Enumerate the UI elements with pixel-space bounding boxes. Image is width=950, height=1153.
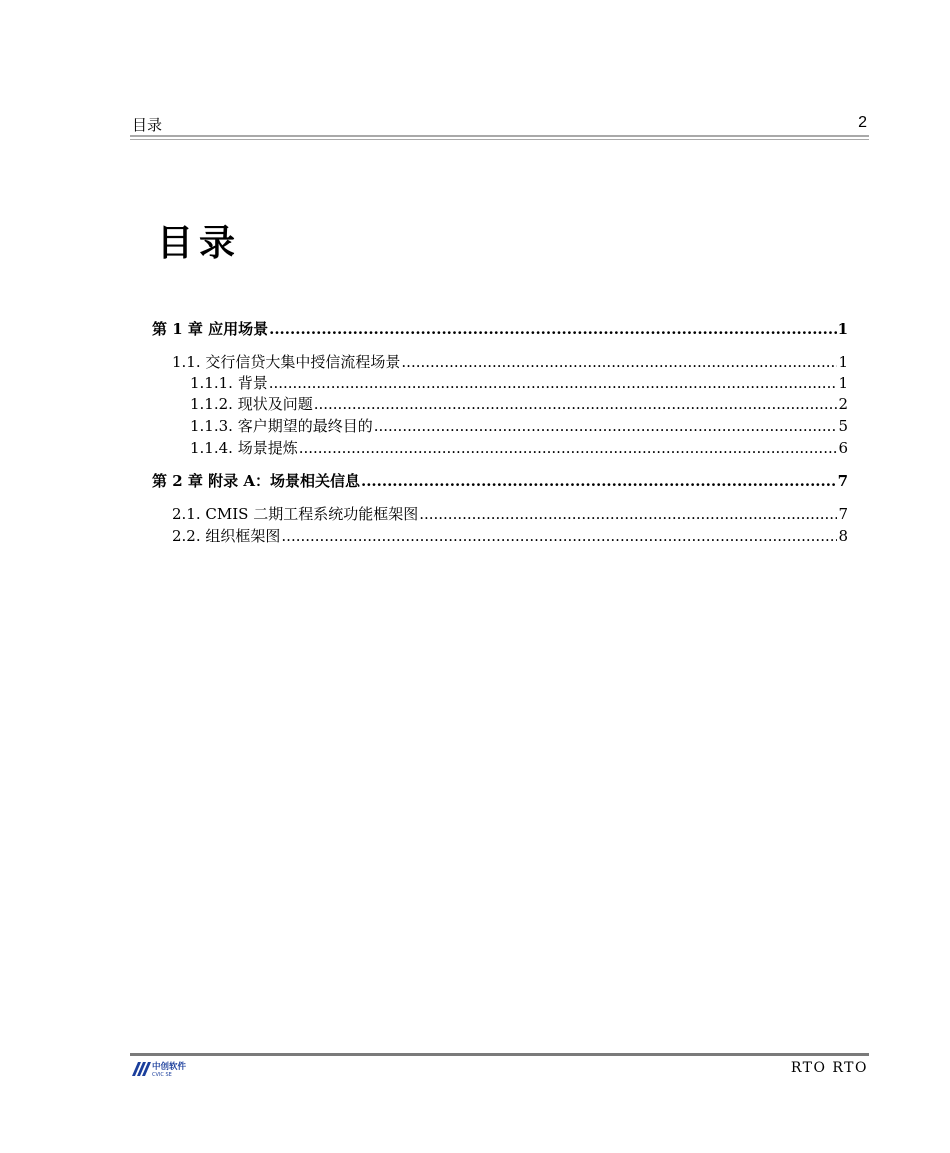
toc-entry-label: 1.1. 交行信贷大集中授信流程场景 [172, 353, 401, 371]
toc-leader-dots [419, 505, 837, 523]
toc-entry-page: 1 [837, 320, 848, 338]
toc-entry-label: 1.1.2. 现状及问题 [190, 395, 313, 413]
toc-title: 目录 [157, 223, 242, 264]
toc-leader-dots [401, 353, 837, 371]
logo-subtext: CVIC SE [152, 1072, 172, 1078]
toc-entry-1-1-3[interactable] [190, 415, 848, 436]
toc-entry-page: 5 [838, 417, 848, 435]
footer-right-text: RTO RTO [790, 1060, 868, 1076]
header-section-title: 目录 [132, 116, 163, 134]
toc-entry-page: 1 [838, 353, 848, 371]
toc-entry-chapter-2[interactable] [152, 470, 848, 491]
toc-entry-1-1[interactable] [172, 351, 848, 372]
logo-text: 中创软件 [152, 1062, 187, 1072]
toc-entry-label: 1.1.3. 客户期望的最终目的 [190, 417, 373, 435]
toc-entry-label: 第 1 章 应用场景 [152, 320, 269, 338]
toc-leader-dots [299, 439, 838, 457]
toc-entry-page: 7 [838, 505, 848, 523]
toc-entry-label: 1.1.4. 场景提炼 [190, 439, 298, 457]
toc-entry-page: 1 [838, 374, 848, 392]
toc-leader-dots [314, 395, 838, 413]
toc-entry-label: 1.1.1. 背景 [190, 374, 268, 392]
toc-entry-1-1-1[interactable] [190, 372, 848, 393]
toc-entry-1-1-4[interactable] [190, 437, 848, 458]
toc-entry-page: 2 [838, 395, 848, 413]
toc-leader-dots [374, 417, 838, 435]
toc-leader-dots [281, 527, 837, 545]
toc-entry-chapter-1[interactable] [152, 318, 848, 339]
toc-entry-page: 8 [838, 527, 848, 545]
footer-divider [130, 1053, 869, 1056]
company-logo-icon [130, 1058, 188, 1078]
header-divider [130, 135, 869, 137]
toc-leader-dots [361, 472, 837, 490]
toc-leader-dots [269, 320, 836, 338]
toc-entry-label: 第 2 章 附录 A：场景相关信息 [152, 472, 360, 490]
toc-entry-1-1-2[interactable] [190, 393, 848, 414]
toc-entry-label: 2.1. CMIS 二期工程系统功能框架图 [172, 505, 419, 523]
header-page-number: 2 [858, 114, 867, 131]
toc-leader-dots [269, 374, 838, 392]
toc-entry-2-2[interactable] [172, 525, 848, 546]
header-divider-thin [130, 139, 869, 140]
toc-entry-2-1[interactable] [172, 503, 848, 524]
toc-entry-label: 2.2. 组织框架图 [172, 527, 281, 545]
toc-entry-page: 6 [838, 439, 848, 457]
toc-entry-page: 7 [837, 472, 848, 490]
